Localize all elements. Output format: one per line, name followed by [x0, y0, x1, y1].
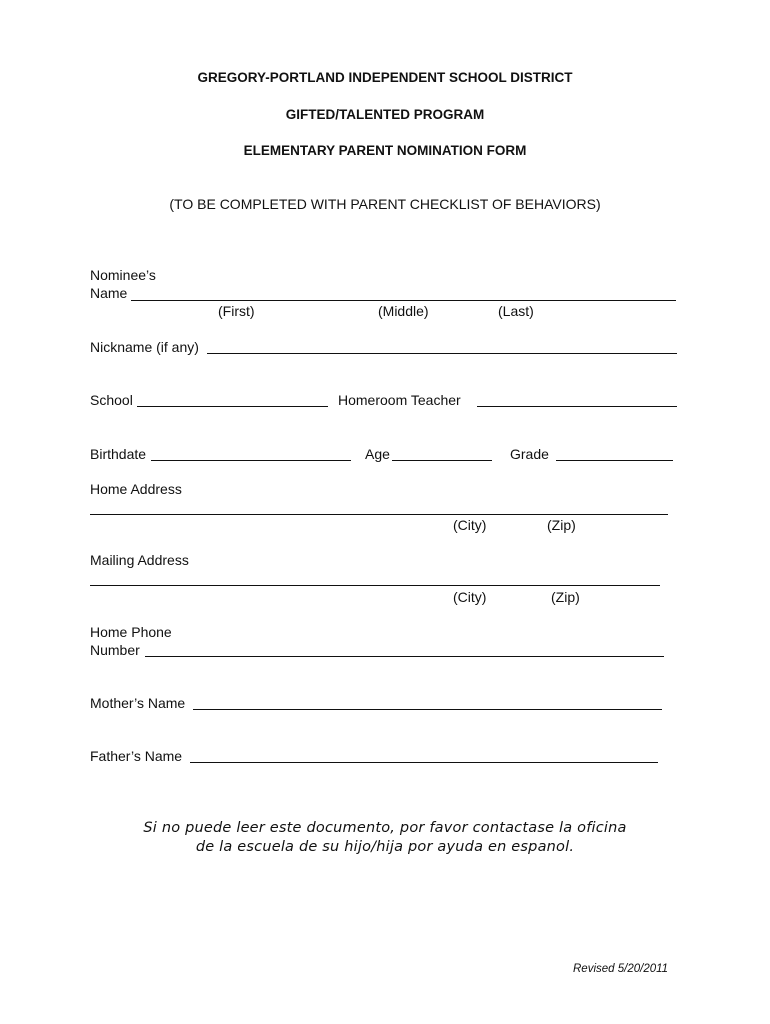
homeroom-teacher-field[interactable]: [477, 406, 677, 407]
middle-name-caption: (Middle): [378, 303, 429, 319]
school-label: School: [90, 392, 133, 408]
nickname-label: Nickname (if any): [90, 339, 199, 355]
program-title: GIFTED/TALENTED PROGRAM: [285, 107, 485, 122]
age-field[interactable]: [392, 460, 492, 461]
mailing-address-label: Mailing Address: [90, 552, 189, 568]
home-address-field[interactable]: [90, 514, 668, 515]
birthdate-field[interactable]: [151, 460, 351, 461]
fathers-name-field[interactable]: [190, 762, 658, 763]
fathers-name-label: Father’s Name: [90, 748, 183, 764]
homeroom-teacher-label: Homeroom Teacher: [338, 392, 461, 408]
home-city-caption: (City): [453, 517, 487, 533]
nominee-name-field[interactable]: [131, 300, 676, 301]
first-name-caption: (First): [218, 303, 255, 319]
spanish-notice-line2: de la escuela de su hijo/hija por ayuda en espanol.: [195, 839, 575, 855]
nominee-label-line1: Nominee’s: [90, 267, 156, 283]
home-zip-caption: (Zip): [547, 517, 576, 533]
form-title: ELEMENTARY PARENT NOMINATION FORM: [243, 143, 527, 158]
last-name-caption: (Last): [498, 303, 534, 319]
mail-city-caption: (City): [453, 589, 487, 605]
mothers-name-label: Mother’s Name: [90, 695, 186, 711]
age-label: Age: [365, 446, 390, 462]
home-phone-label-line2: Number: [90, 642, 140, 658]
birthdate-label: Birthdate: [90, 446, 147, 462]
nickname-field[interactable]: [207, 353, 677, 354]
home-phone-label-line1: Home Phone: [90, 624, 172, 640]
grade-label: Grade: [510, 446, 549, 462]
home-address-label: Home Address: [90, 481, 182, 497]
grade-field[interactable]: [556, 460, 673, 461]
nominee-label-line2: Name: [90, 285, 128, 301]
mothers-name-field[interactable]: [193, 709, 662, 710]
home-phone-field[interactable]: [145, 656, 664, 657]
revised-date: Revised 5/20/2011: [573, 963, 669, 975]
mail-zip-caption: (Zip): [551, 589, 580, 605]
instruction-text: (TO BE COMPLETED WITH PARENT CHECKLIST OF BEHAVIORS): [169, 196, 601, 212]
school-field[interactable]: [137, 406, 328, 407]
district-title: GREGORY-PORTLAND INDEPENDENT SCHOOL DISTRICT: [197, 70, 573, 85]
mailing-address-field[interactable]: [90, 585, 660, 586]
spanish-notice-line1: Si no puede leer este documento, por favor contactase la oficina: [143, 820, 627, 836]
